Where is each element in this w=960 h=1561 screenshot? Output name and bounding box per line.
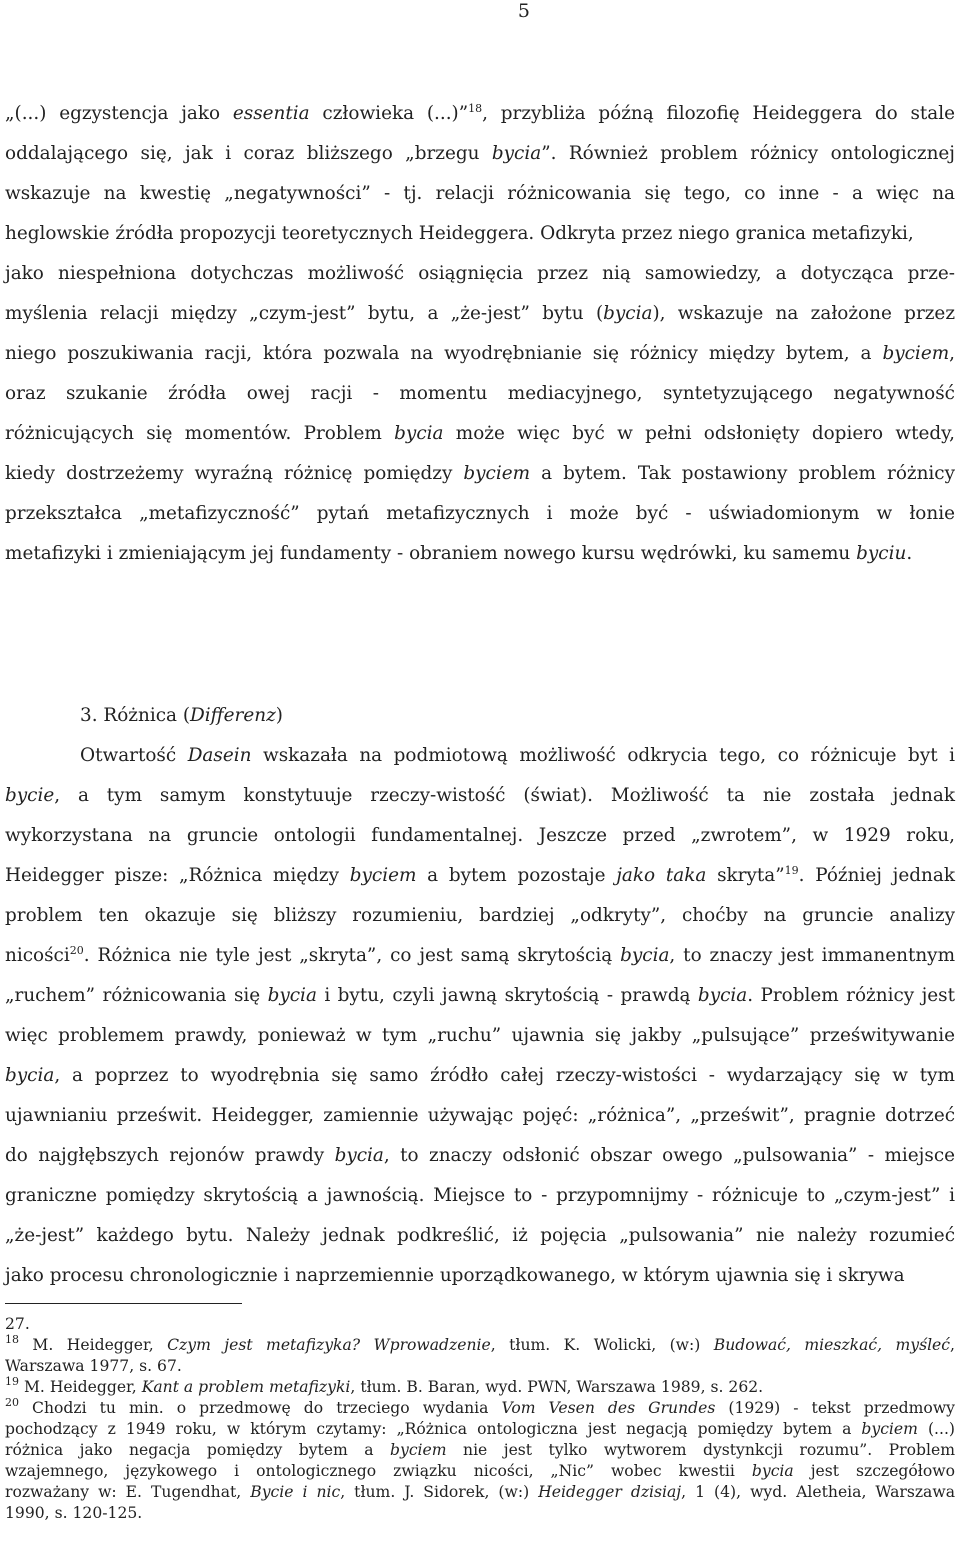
text-run: skryta” (706, 865, 785, 886)
text-run: jako procesu chronologicznie i naprzemiennie uporządkowanego, w którym ujawnia się i skrywa (5, 1265, 905, 1286)
text-line (5, 454, 955, 494)
text-line (5, 1216, 955, 1256)
text-run: rozważany w: E. Tugendhat, (5, 1483, 251, 1501)
text-line (5, 1136, 955, 1176)
footnote-separator (5, 1303, 242, 1304)
text-line (5, 174, 955, 214)
page-number: 5 (517, 0, 530, 22)
text-run: wskazała na podmiotową możliwość odkrycia tego, co różnicuje byt i (251, 745, 955, 766)
italic-term: bycia (620, 945, 670, 966)
text-run: oraz szukanie źródła owej racji - momentu mediacyjnego, syntetyzującego negatywność (5, 383, 955, 404)
text-line (5, 896, 955, 936)
text-run: metafizyki i zmieniającym jej fundamenty - obraniem nowego kursu wędrówki, ku samemu (5, 543, 857, 564)
footnote-line (5, 1335, 955, 1356)
italic-term: Differenz (190, 705, 276, 726)
text-run: przekształca „metafizyczność” pytań metafizycznych i może być - uświadomionym w łonie (5, 503, 955, 524)
text-run: różnica jako negacja pomiędzy bytem a (5, 1441, 391, 1459)
text-run: wskazuje na kwestię „negatywności” - tj. relacji różnicowania się tego, co inne - a więc na (5, 183, 955, 204)
italic-term: byciu (856, 543, 907, 564)
italic-term: Vom Vesen des Grundes (501, 1399, 716, 1417)
text-run: i bytu, czyli jawną skrytością - prawdą (316, 985, 698, 1006)
text-run: wzajemnego, językowego i ontologicznego związku nicości, „Nic” wobec kwestii (5, 1462, 752, 1480)
text-run: „(...) egzystencja jako (5, 103, 233, 124)
text-run: pochodzący z 1949 roku, w którym czytamy: „Różnica ontologiczna jest negacją pomiędzy bytem a (5, 1420, 862, 1438)
footnote-ref: 18 (468, 102, 483, 115)
text-line (5, 1176, 955, 1216)
italic-term: bycia (751, 1462, 794, 1480)
text-run: , (949, 343, 955, 364)
text-line (5, 494, 955, 534)
italic-term: bycia (5, 1065, 55, 1086)
text-run: , tłum. B. Baran, wyd. PWN, Warszawa 1989, s. 262. (350, 1378, 764, 1396)
text-run: „że-jest” każdego bytu. Należy jednak podkreślić, iż pojęcia „pulsowania” nie należy rozumieć (5, 1225, 955, 1246)
footnote-line (5, 1314, 955, 1335)
text-run: 3. Różnica ( (80, 705, 191, 726)
text-run: . Różnica nie tyle jest „skryta”, co jest samą skrytością (83, 945, 621, 966)
text-line (5, 334, 955, 374)
italic-term: bycie (5, 785, 55, 806)
text-run: Heidegger pisze: „Różnica między (5, 865, 350, 886)
text-run: . Problem różnicy jest (747, 985, 955, 1006)
text-run: M. Heidegger, (19, 1378, 142, 1396)
text-line (5, 816, 955, 856)
text-run: , a poprzez to wyodrębnia się samo źródło całej rzeczy-wistości - wydarzający się w tym (54, 1065, 955, 1086)
italic-term: byciem (861, 1420, 918, 1438)
text-line (5, 976, 955, 1016)
text-run: może więc być w pełni odsłonięty dopiero wtedy, (443, 423, 955, 444)
text-run: Otwartość (80, 745, 188, 766)
text-line (5, 1016, 955, 1056)
footnote-ref: 19 (5, 1375, 19, 1388)
text-run: człowieka (...)” (309, 103, 469, 124)
italic-term: essentia (232, 103, 310, 124)
text-run: , 1 (4), wyd. Aletheia, Warszawa (681, 1483, 955, 1501)
text-run: ) (275, 705, 283, 726)
italic-term: bycia (697, 985, 748, 1006)
footnote-line (5, 1356, 955, 1377)
text-run: wykorzystana na gruncie ontologii fundamentalnej. Jeszcze przed „zwrotem”, w 1929 roku, (5, 825, 955, 846)
text-line (5, 134, 955, 174)
text-run: jako niespełniona dotychczas możliwość osiągnięcia przez nią samowiedzy, a dotycząca prze- (5, 263, 955, 284)
italic-term: byciem (882, 343, 950, 364)
text-run: ujawnianiu prześwit. Heidegger, zamiennie używając pojęć: „różnica”, „prześwit”, pragnie dotrzeć (5, 1105, 955, 1126)
text-line (5, 414, 955, 454)
italic-term: Kant a problem metafizyki (141, 1378, 351, 1396)
italic-term: byciem (349, 865, 417, 886)
text-line (5, 856, 955, 896)
footnote-ref: 19 (784, 864, 799, 877)
footnote-ref: 20 (5, 1396, 19, 1409)
footnote-line (5, 1377, 955, 1398)
text-run: a bytem. Tak postawiony problem różnicy (530, 463, 955, 484)
text-run: „ruchem” różnicowania się (5, 985, 268, 1006)
text-line (5, 214, 955, 254)
text-line (5, 1056, 955, 1096)
text-run: jest szczegółowo (793, 1462, 955, 1480)
text-line (5, 1256, 955, 1296)
text-run: , a tym samym konstytuuje rzeczy-wistość (świat). Możliwość ta nie została jednak (54, 785, 955, 806)
text-run: graniczne pomiędzy skrytością a jawnością. Miejsce to - przypomnijmy - różnicuje to „czym-jest” i (5, 1185, 955, 1206)
footnote-line (5, 1398, 955, 1419)
text-run: (...) (917, 1420, 955, 1438)
footnote-line (5, 1503, 955, 1524)
italic-term: byciem (390, 1441, 447, 1459)
text-run: oddalającego się, jak i coraz bliższego „brzegu (5, 143, 492, 164)
text-run: Chodzi tu min. o przedmowę do trzeciego wydania (19, 1399, 502, 1417)
text-run: różnicujących się momentów. Problem (5, 423, 395, 444)
text-line (5, 94, 955, 134)
text-run: kiedy dostrzeżemy wyraźną różnicę pomiędzy (5, 463, 464, 484)
text-run: Warszawa 1977, s. 67. (5, 1357, 182, 1375)
text-run: a bytem pozostaje (416, 865, 617, 886)
italic-term: Heidegger dzisiaj (538, 1483, 682, 1501)
italic-term: Czym jest metafizyka? Wprowadzenie (167, 1336, 491, 1354)
italic-term: bycia (334, 1145, 384, 1166)
footnote-line (5, 1461, 955, 1482)
text-run: ”. Również problem różnicy ontologicznej (541, 143, 955, 164)
italic-term: Dasein (187, 745, 252, 766)
italic-term: jako taka (616, 865, 707, 886)
text-run: , tłum. J. Sidorek, (w:) (340, 1483, 539, 1501)
text-run: myślenia relacji między „czym-jest” bytu, a „że-jest” bytu ( (5, 303, 604, 324)
text-run: M. Heidegger, (19, 1336, 168, 1354)
text-run: , to znaczy jest immanentnym (669, 945, 956, 966)
text-run: 1990, s. 120-125. (5, 1504, 143, 1522)
italic-term: bycia (603, 303, 653, 324)
text-run: heglowskie źródła propozycji teoretycznych Heideggera. Odkryta przez niego granica metafizyki, (5, 223, 914, 244)
text-run: , to znaczy odsłonić obszar owego „pulsowania” - miejsce (383, 1145, 955, 1166)
text-run: do najgłębszych rejonów prawdy (5, 1145, 335, 1166)
text-line (5, 294, 955, 334)
italic-term: Bycie i nic (250, 1483, 341, 1501)
footnote-line (5, 1440, 955, 1461)
text-line (5, 1096, 955, 1136)
footnotes (5, 1314, 955, 1524)
text-line (5, 776, 955, 816)
text-run: , przybliża późną filozofię Heideggera do stale (482, 103, 956, 124)
italic-term: bycia (267, 985, 317, 1006)
text-run: więc problemem prawdy, ponieważ w tym „ruchu” ujawnia się jakby „pulsujące” prześwitywanie (5, 1025, 955, 1046)
text-run: nicości (5, 945, 70, 966)
paragraph-section-2 (5, 736, 955, 1296)
italic-term: byciem (463, 463, 531, 484)
footnote-line (5, 1482, 955, 1503)
text-run: . Później jednak (798, 865, 955, 886)
text-run: nie jest tylko wytworem dystynkcji rozumu”. Problem (446, 1441, 956, 1459)
text-run: , (950, 1336, 955, 1354)
text-line (5, 254, 955, 294)
italic-term: bycia (394, 423, 444, 444)
text-run: , tłum. K. Wolicki, (w:) (490, 1336, 714, 1354)
paragraph-section-1 (5, 94, 955, 574)
text-run: 27. (5, 1315, 30, 1333)
text-run: problem ten okazuje się bliższy rozumieniu, bardziej „odkryty”, choćby na gruncie analizy (5, 905, 955, 926)
footnote-line (5, 1419, 955, 1440)
italic-term: Budować, mieszkać, myśleć (713, 1336, 951, 1354)
text-line (5, 534, 955, 574)
text-line (5, 736, 955, 776)
text-line (5, 374, 955, 414)
text-run: niego poszukiwania racji, która pozwala na wyodrębnianie się różnicy między bytem, a (5, 343, 883, 364)
text-run: ), wskazuje na założone przez (652, 303, 956, 324)
text-run: (1929) - tekst przedmowy (715, 1399, 955, 1417)
italic-term: bycia (491, 143, 542, 164)
footnote-ref: 20 (69, 944, 84, 957)
footnote-ref: 18 (5, 1333, 19, 1346)
section-heading (80, 696, 283, 736)
text-run: . (906, 543, 913, 564)
text-line (5, 936, 955, 976)
